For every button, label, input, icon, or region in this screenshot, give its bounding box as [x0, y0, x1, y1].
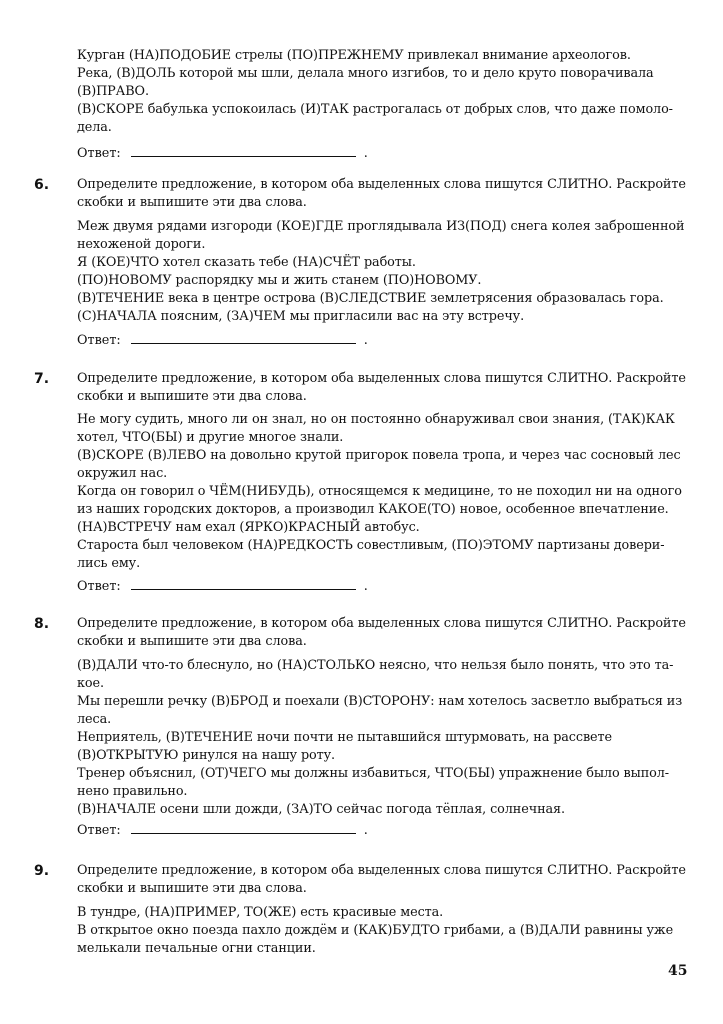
- task-number: 8.: [34, 616, 50, 632]
- task-sentence: Неприятель, (В)ТЕЧЕНИЕ ночи почти не пытавшийся штурмовать, на рассвете: [77, 730, 612, 745]
- task-sentence: Тренер объяснил, (ОТ)ЧЕГО мы должны избавиться, ЧТО(БЫ) упражнение было выпол-: [77, 766, 670, 781]
- task-sentence: Мы перешли речку (В)БРОД и поехали (В)СТОРОНУ: нам хотелось засветло выбраться из: [77, 694, 683, 709]
- task-instruction: скобки и выпишите эти два слова.: [77, 195, 307, 210]
- task-instruction: Определите предложение, в котором оба выделенных слова пишутся СЛИТНО. Раскройте: [77, 616, 686, 631]
- top-text-line: (В)СКОРЕ бабулька успокоилась (И)ТАК растрогалась от добрых слов, что даже помоло-: [77, 102, 673, 117]
- answer-row: [77, 822, 368, 840]
- task-number: 6.: [34, 177, 50, 193]
- answer-dot: .: [363, 333, 368, 348]
- task-sentence: Я (КОЕ)ЧТО хотел сказать тебе (НА)СЧЁТ работы.: [77, 255, 416, 270]
- task-sentence: (ПО)НОВОМУ распорядку мы и жить станем (ПО)НОВОМУ.: [77, 273, 482, 288]
- task-sentence: мелькали печальные огни станции.: [77, 941, 316, 956]
- task-sentence: нено правильно.: [77, 784, 188, 799]
- top-text-line: дела.: [77, 120, 112, 135]
- task-sentence: из наших городских докторов, а производил КАКОЕ(ТО) новое, особенное впечатление.: [77, 502, 669, 517]
- task-number: 9.: [34, 863, 50, 879]
- task-sentence: Староста был человеком (НА)РЕДКОСТЬ совестливым, (ПО)ЭТОМУ партизаны довери-: [77, 538, 665, 553]
- task-number: 7.: [34, 371, 50, 387]
- top-text-line: Курган (НА)ПОДОБИЕ стрелы (ПО)ПРЕЖНЕМУ привлекал внимание археологов.: [77, 48, 631, 63]
- answer-field[interactable]: [131, 822, 356, 834]
- task-sentence: (В)НАЧАЛЕ осени шли дожди, (ЗА)ТО сейчас погода тёплая, солнечная.: [77, 802, 565, 817]
- answer-label: Ответ:: [77, 579, 121, 594]
- task-instruction: скобки и выпишите эти два слова.: [77, 634, 307, 649]
- task-sentence: нехоженой дороги.: [77, 237, 206, 252]
- answer-field[interactable]: [131, 332, 356, 344]
- task-sentence: кое.: [77, 676, 104, 691]
- task-sentence: (В)ДАЛИ что-то блеснуло, но (НА)СТОЛЬКО неясно, что нельзя было понять, что это та-: [77, 658, 674, 673]
- task-sentence: (НА)ВСТРЕЧУ нам ехал (ЯРКО)КРАСНЫЙ автобус.: [77, 520, 420, 535]
- task-instruction: Определите предложение, в котором оба выделенных слова пишутся СЛИТНО. Раскройте: [77, 863, 686, 878]
- task-sentence: В тундре, (НА)ПРИМЕР, ТО(ЖЕ) есть красивые места.: [77, 905, 444, 920]
- answer-label: Ответ:: [77, 823, 121, 838]
- task-sentence: Не могу судить, много ли он знал, но он постоянно обнаруживал свои знания, (ТАК)КАК: [77, 412, 675, 427]
- page-number: 45: [668, 963, 688, 979]
- top-text-line: (В)ПРАВО.: [77, 84, 149, 99]
- answer-dot: .: [363, 146, 368, 161]
- task-sentence: В открытое окно поезда пахло дождём и (КАК)БУДТО грибами, а (В)ДАЛИ равнины уже: [77, 923, 674, 938]
- answer-label: Ответ:: [77, 146, 121, 161]
- task-instruction: скобки и выпишите эти два слова.: [77, 389, 307, 404]
- answer-label: Ответ:: [77, 333, 121, 348]
- task-instruction: Определите предложение, в котором оба выделенных слова пишутся СЛИТНО. Раскройте: [77, 371, 686, 386]
- answer-dot: .: [363, 823, 368, 838]
- task-sentence: (В)ОТКРЫТУЮ ринулся на нашу роту.: [77, 748, 336, 763]
- task-instruction: Определите предложение, в котором оба выделенных слова пишутся СЛИТНО. Раскройте: [77, 177, 686, 192]
- task-sentence: Когда он говорил о ЧЁМ(НИБУДЬ), относящемся к медицине, то не походил ни на одного: [77, 484, 682, 499]
- task-sentence: (В)ТЕЧЕНИЕ века в центре острова (В)СЛЕДСТВИЕ землетрясения образовалась гора.: [77, 291, 664, 306]
- answer-dot: .: [363, 579, 368, 594]
- answer-field[interactable]: [131, 145, 356, 157]
- answer-row: [77, 332, 368, 350]
- top-text-line: Река, (В)ДОЛЬ которой мы шли, делала много изгибов, то и дело круто поворачивала: [77, 66, 654, 81]
- task-sentence: леса.: [77, 712, 112, 727]
- answer-row: [77, 578, 368, 596]
- task-sentence: лись ему.: [77, 556, 141, 571]
- answer-row: [77, 145, 368, 163]
- task-sentence: (В)СКОРЕ (В)ЛЕВО на довольно крутой пригорок повела тропа, и через час сосновый лес: [77, 448, 681, 463]
- task-sentence: (С)НАЧАЛА поясним, (ЗА)ЧЕМ мы пригласили вас на эту встречу.: [77, 309, 525, 324]
- task-sentence: Меж двумя рядами изгороди (КОЕ)ГДЕ проглядывала ИЗ(ПОД) снега колея заброшенной: [77, 219, 685, 234]
- answer-field[interactable]: [131, 578, 356, 590]
- task-sentence: окружил нас.: [77, 466, 168, 481]
- task-instruction: скобки и выпишите эти два слова.: [77, 881, 307, 896]
- task-sentence: хотел, ЧТО(БЫ) и другие многое знали.: [77, 430, 344, 445]
